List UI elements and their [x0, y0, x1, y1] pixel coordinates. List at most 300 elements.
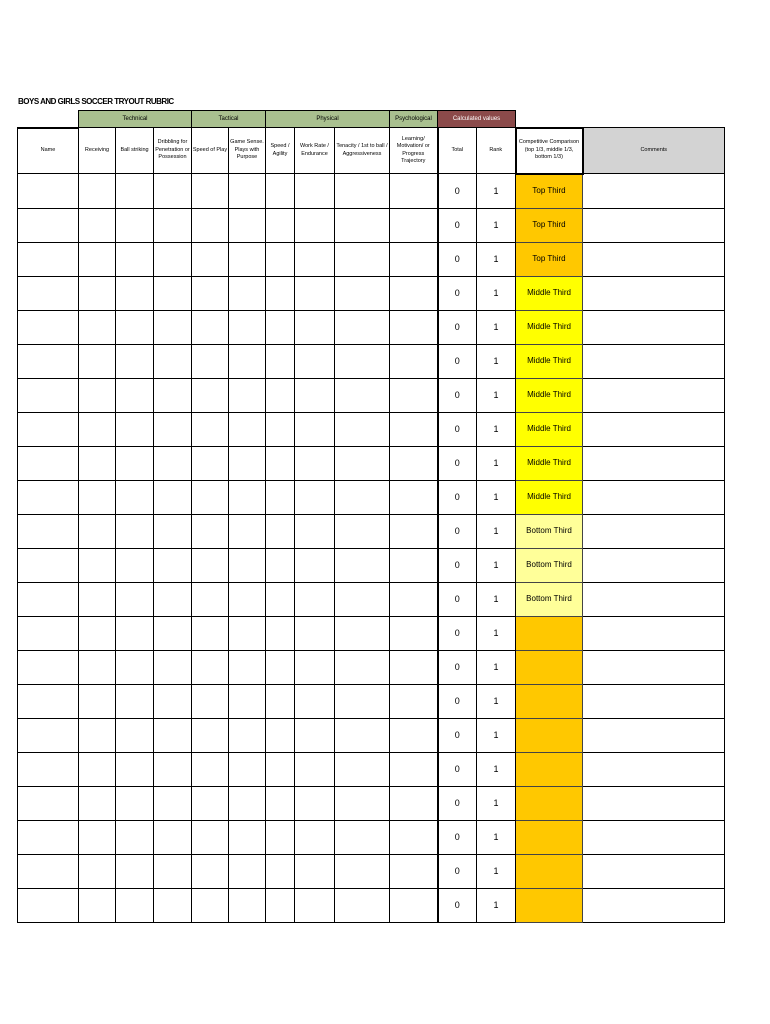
- group-header-row: [18, 111, 725, 128]
- cell-dribbling[interactable]: [154, 514, 192, 548]
- cell-receiving[interactable]: [79, 378, 116, 412]
- cell-tenacity[interactable]: [335, 854, 390, 888]
- cell-work-rate[interactable]: [295, 174, 335, 209]
- table-row: [18, 378, 725, 412]
- cell-tenacity[interactable]: [335, 480, 390, 514]
- cell-tenacity[interactable]: [335, 208, 390, 242]
- cell-speed-of-play[interactable]: [192, 820, 229, 854]
- cell-learning[interactable]: [390, 684, 438, 718]
- cell-dribbling[interactable]: [154, 820, 192, 854]
- cell-tenacity[interactable]: [335, 548, 390, 582]
- cell-name[interactable]: [18, 310, 79, 344]
- cell-tenacity[interactable]: [335, 718, 390, 752]
- cell-ball-striking[interactable]: [116, 446, 154, 480]
- cell-work-rate[interactable]: [295, 582, 335, 616]
- cell-ball-striking[interactable]: [116, 888, 154, 922]
- cell-comments[interactable]: [583, 344, 725, 378]
- cell-comments[interactable]: [583, 820, 725, 854]
- cell-speed-of-play[interactable]: [192, 854, 229, 888]
- cell-speed-of-play[interactable]: [192, 718, 229, 752]
- cell-learning[interactable]: [390, 616, 438, 650]
- cell-work-rate[interactable]: [295, 242, 335, 276]
- cell-learning[interactable]: [390, 446, 438, 480]
- cell-name[interactable]: [18, 412, 79, 446]
- cell-tenacity[interactable]: [335, 752, 390, 786]
- cell-comments[interactable]: [583, 378, 725, 412]
- cell-game-sense[interactable]: [229, 378, 266, 412]
- cell-rank: 1: [477, 718, 516, 752]
- cell-rank: 1: [477, 174, 516, 209]
- table-row: [18, 344, 725, 378]
- cell-receiving[interactable]: [79, 412, 116, 446]
- cell-speed-of-play[interactable]: [192, 684, 229, 718]
- cell-ball-striking[interactable]: [116, 616, 154, 650]
- cell-learning[interactable]: [390, 480, 438, 514]
- cell-comments[interactable]: [583, 718, 725, 752]
- cell-name[interactable]: [18, 888, 79, 922]
- table-row: [18, 480, 725, 514]
- cell-speed-of-play[interactable]: [192, 378, 229, 412]
- cell-learning[interactable]: [390, 310, 438, 344]
- cell-total: 0: [438, 242, 477, 276]
- cell-rank: 1: [477, 752, 516, 786]
- cell-ball-striking[interactable]: [116, 514, 154, 548]
- cell-total: 0: [438, 344, 477, 378]
- cell-competitive-comparison: Middle Third: [516, 344, 583, 378]
- cell-work-rate[interactable]: [295, 310, 335, 344]
- cell-work-rate[interactable]: [295, 718, 335, 752]
- cell-game-sense[interactable]: [229, 174, 266, 209]
- cell-comments[interactable]: [583, 310, 725, 344]
- cell-speed-of-play[interactable]: [192, 310, 229, 344]
- table-row: [18, 446, 725, 480]
- cell-receiving[interactable]: [79, 208, 116, 242]
- header-learning: Learning/ Motivation/ or Progress Trajectory: [390, 128, 438, 174]
- cell-name[interactable]: [18, 548, 79, 582]
- cell-tenacity[interactable]: [335, 786, 390, 820]
- cell-ball-striking[interactable]: [116, 242, 154, 276]
- cell-ball-striking[interactable]: [116, 276, 154, 310]
- cell-dribbling[interactable]: [154, 548, 192, 582]
- table-row: [18, 616, 725, 650]
- cell-ball-striking[interactable]: [116, 820, 154, 854]
- cell-receiving[interactable]: [79, 276, 116, 310]
- table-row: [18, 854, 725, 888]
- cell-game-sense[interactable]: [229, 718, 266, 752]
- cell-learning[interactable]: [390, 786, 438, 820]
- cell-comments[interactable]: [583, 888, 725, 922]
- cell-ball-striking[interactable]: [116, 412, 154, 446]
- cell-receiving[interactable]: [79, 310, 116, 344]
- cell-learning[interactable]: [390, 378, 438, 412]
- cell-dribbling[interactable]: [154, 208, 192, 242]
- cell-comments[interactable]: [583, 548, 725, 582]
- cell-work-rate[interactable]: [295, 650, 335, 684]
- cell-comments[interactable]: [583, 174, 725, 209]
- cell-competitive-comparison: Middle Third: [516, 310, 583, 344]
- cell-game-sense[interactable]: [229, 412, 266, 446]
- cell-receiving[interactable]: [79, 514, 116, 548]
- cell-learning[interactable]: [390, 752, 438, 786]
- cell-tenacity[interactable]: [335, 412, 390, 446]
- cell-name[interactable]: [18, 752, 79, 786]
- cell-speed-of-play[interactable]: [192, 480, 229, 514]
- cell-learning[interactable]: [390, 412, 438, 446]
- cell-speed-agility[interactable]: [266, 276, 295, 310]
- cell-dribbling[interactable]: [154, 344, 192, 378]
- cell-learning[interactable]: [390, 514, 438, 548]
- cell-dribbling[interactable]: [154, 786, 192, 820]
- cell-dribbling[interactable]: [154, 480, 192, 514]
- cell-speed-of-play[interactable]: [192, 208, 229, 242]
- cell-receiving[interactable]: [79, 718, 116, 752]
- cell-rank: 1: [477, 514, 516, 548]
- cell-speed-agility[interactable]: [266, 888, 295, 922]
- cell-speed-of-play[interactable]: [192, 446, 229, 480]
- cell-work-rate[interactable]: [295, 514, 335, 548]
- cell-receiving[interactable]: [79, 446, 116, 480]
- cell-total: 0: [438, 276, 477, 310]
- cell-game-sense[interactable]: [229, 344, 266, 378]
- cell-dribbling[interactable]: [154, 174, 192, 209]
- cell-learning[interactable]: [390, 582, 438, 616]
- cell-name[interactable]: [18, 378, 79, 412]
- cell-competitive-comparison: [516, 786, 583, 820]
- cell-rank: 1: [477, 684, 516, 718]
- cell-tenacity[interactable]: [335, 514, 390, 548]
- table-row: [18, 820, 725, 854]
- cell-total: 0: [438, 888, 477, 922]
- cell-game-sense[interactable]: [229, 786, 266, 820]
- cell-ball-striking[interactable]: [116, 854, 154, 888]
- cell-learning[interactable]: [390, 242, 438, 276]
- table-row: [18, 548, 725, 582]
- cell-name[interactable]: [18, 854, 79, 888]
- cell-tenacity[interactable]: [335, 446, 390, 480]
- cell-speed-of-play[interactable]: [192, 786, 229, 820]
- cell-dribbling[interactable]: [154, 446, 192, 480]
- cell-ball-striking[interactable]: [116, 480, 154, 514]
- cell-speed-agility[interactable]: [266, 378, 295, 412]
- cell-work-rate[interactable]: [295, 412, 335, 446]
- cell-comments[interactable]: [583, 514, 725, 548]
- group-tactical: Tactical: [192, 111, 266, 128]
- cell-dribbling[interactable]: [154, 616, 192, 650]
- table-row: [18, 310, 725, 344]
- cell-dribbling[interactable]: [154, 242, 192, 276]
- cell-learning[interactable]: [390, 718, 438, 752]
- cell-learning[interactable]: [390, 174, 438, 209]
- cell-competitive-comparison: [516, 650, 583, 684]
- header-ball-striking: Ball striking: [116, 128, 154, 174]
- cell-speed-agility[interactable]: [266, 174, 295, 209]
- cell-speed-agility[interactable]: [266, 650, 295, 684]
- cell-speed-agility[interactable]: [266, 718, 295, 752]
- cell-rank: 1: [477, 548, 516, 582]
- cell-speed-of-play[interactable]: [192, 548, 229, 582]
- cell-speed-agility[interactable]: [266, 310, 295, 344]
- cell-dribbling[interactable]: [154, 276, 192, 310]
- cell-speed-agility[interactable]: [266, 854, 295, 888]
- cell-speed-of-play[interactable]: [192, 616, 229, 650]
- group-spacer: [18, 111, 79, 128]
- cell-speed-of-play[interactable]: [192, 174, 229, 209]
- cell-speed-of-play[interactable]: [192, 242, 229, 276]
- cell-comments[interactable]: [583, 480, 725, 514]
- table-row: [18, 888, 725, 922]
- cell-game-sense[interactable]: [229, 684, 266, 718]
- cell-total: 0: [438, 548, 477, 582]
- cell-game-sense[interactable]: [229, 820, 266, 854]
- cell-speed-agility[interactable]: [266, 684, 295, 718]
- cell-learning[interactable]: [390, 650, 438, 684]
- cell-name[interactable]: [18, 480, 79, 514]
- cell-comments[interactable]: [583, 242, 725, 276]
- cell-total: 0: [438, 752, 477, 786]
- cell-game-sense[interactable]: [229, 650, 266, 684]
- cell-name[interactable]: [18, 276, 79, 310]
- rubric-title: BOYS AND GIRLS SOCCER TRYOUT RUBRIC: [18, 97, 174, 106]
- cell-work-rate[interactable]: [295, 888, 335, 922]
- cell-ball-striking[interactable]: [116, 174, 154, 209]
- cell-rank: 1: [477, 344, 516, 378]
- header-work-rate: Work Rate / Endurance: [295, 128, 335, 174]
- cell-speed-of-play[interactable]: [192, 412, 229, 446]
- cell-name[interactable]: [18, 514, 79, 548]
- cell-total: 0: [438, 480, 477, 514]
- cell-name[interactable]: [18, 718, 79, 752]
- cell-comments[interactable]: [583, 446, 725, 480]
- cell-comments[interactable]: [583, 752, 725, 786]
- cell-competitive-comparison: [516, 752, 583, 786]
- header-competitive-comparison: Competitive Comparison (top 1/3, middle 1/3, bottom 1/3): [516, 128, 583, 174]
- cell-learning[interactable]: [390, 208, 438, 242]
- cell-dribbling[interactable]: [154, 752, 192, 786]
- cell-speed-agility[interactable]: [266, 514, 295, 548]
- cell-work-rate[interactable]: [295, 616, 335, 650]
- cell-dribbling[interactable]: [154, 378, 192, 412]
- cell-speed-agility[interactable]: [266, 616, 295, 650]
- cell-speed-of-play[interactable]: [192, 276, 229, 310]
- cell-speed-agility[interactable]: [266, 480, 295, 514]
- cell-game-sense[interactable]: [229, 752, 266, 786]
- cell-game-sense[interactable]: [229, 616, 266, 650]
- cell-receiving[interactable]: [79, 752, 116, 786]
- cell-name[interactable]: [18, 344, 79, 378]
- cell-ball-striking[interactable]: [116, 582, 154, 616]
- cell-learning[interactable]: [390, 820, 438, 854]
- cell-game-sense[interactable]: [229, 514, 266, 548]
- header-dribbling: Dribbling for Penetration or Possession: [154, 128, 192, 174]
- cell-speed-agility[interactable]: [266, 242, 295, 276]
- header-name: Name: [18, 128, 79, 174]
- cell-comments[interactable]: [583, 412, 725, 446]
- cell-receiving[interactable]: [79, 548, 116, 582]
- cell-speed-agility[interactable]: [266, 412, 295, 446]
- cell-comments[interactable]: [583, 616, 725, 650]
- cell-receiving[interactable]: [79, 786, 116, 820]
- cell-name[interactable]: [18, 208, 79, 242]
- table-row: [18, 752, 725, 786]
- cell-tenacity[interactable]: [335, 276, 390, 310]
- cell-ball-striking[interactable]: [116, 310, 154, 344]
- cell-total: 0: [438, 514, 477, 548]
- cell-total: 0: [438, 174, 477, 209]
- cell-dribbling[interactable]: [154, 718, 192, 752]
- cell-work-rate[interactable]: [295, 786, 335, 820]
- cell-comments[interactable]: [583, 582, 725, 616]
- table-row: [18, 786, 725, 820]
- cell-tenacity[interactable]: [335, 650, 390, 684]
- cell-work-rate[interactable]: [295, 480, 335, 514]
- cell-tenacity[interactable]: [335, 582, 390, 616]
- cell-speed-agility[interactable]: [266, 548, 295, 582]
- cell-total: 0: [438, 684, 477, 718]
- cell-receiving[interactable]: [79, 242, 116, 276]
- cell-speed-agility[interactable]: [266, 446, 295, 480]
- cell-ball-striking[interactable]: [116, 208, 154, 242]
- cell-work-rate[interactable]: [295, 276, 335, 310]
- cell-competitive-comparison: Bottom Third: [516, 548, 583, 582]
- cell-name[interactable]: [18, 684, 79, 718]
- cell-game-sense[interactable]: [229, 276, 266, 310]
- cell-speed-of-play[interactable]: [192, 650, 229, 684]
- cell-speed-agility[interactable]: [266, 820, 295, 854]
- cell-speed-of-play[interactable]: [192, 752, 229, 786]
- cell-competitive-comparison: Bottom Third: [516, 514, 583, 548]
- cell-dribbling[interactable]: [154, 310, 192, 344]
- cell-comments[interactable]: [583, 854, 725, 888]
- cell-dribbling[interactable]: [154, 582, 192, 616]
- cell-total: 0: [438, 310, 477, 344]
- group-psychological: Psychological: [390, 111, 438, 128]
- cell-speed-of-play[interactable]: [192, 344, 229, 378]
- cell-comments[interactable]: [583, 650, 725, 684]
- cell-dribbling[interactable]: [154, 412, 192, 446]
- cell-learning[interactable]: [390, 548, 438, 582]
- cell-tenacity[interactable]: [335, 684, 390, 718]
- cell-comments[interactable]: [583, 684, 725, 718]
- cell-receiving[interactable]: [79, 480, 116, 514]
- cell-learning[interactable]: [390, 344, 438, 378]
- cell-work-rate[interactable]: [295, 854, 335, 888]
- cell-name[interactable]: [18, 786, 79, 820]
- cell-ball-striking[interactable]: [116, 684, 154, 718]
- cell-competitive-comparison: [516, 854, 583, 888]
- cell-game-sense[interactable]: [229, 854, 266, 888]
- cell-work-rate[interactable]: [295, 446, 335, 480]
- cell-dribbling[interactable]: [154, 650, 192, 684]
- cell-receiving[interactable]: [79, 854, 116, 888]
- cell-total: 0: [438, 650, 477, 684]
- cell-dribbling[interactable]: [154, 854, 192, 888]
- cell-game-sense[interactable]: [229, 582, 266, 616]
- cell-receiving[interactable]: [79, 650, 116, 684]
- cell-tenacity[interactable]: [335, 242, 390, 276]
- cell-tenacity[interactable]: [335, 820, 390, 854]
- cell-receiving[interactable]: [79, 344, 116, 378]
- cell-comments[interactable]: [583, 276, 725, 310]
- cell-work-rate[interactable]: [295, 684, 335, 718]
- cell-speed-of-play[interactable]: [192, 514, 229, 548]
- cell-ball-striking[interactable]: [116, 650, 154, 684]
- cell-game-sense[interactable]: [229, 548, 266, 582]
- cell-receiving[interactable]: [79, 616, 116, 650]
- cell-speed-agility[interactable]: [266, 752, 295, 786]
- header-rank: Rank: [477, 128, 516, 174]
- cell-tenacity[interactable]: [335, 344, 390, 378]
- cell-name[interactable]: [18, 616, 79, 650]
- cell-work-rate[interactable]: [295, 208, 335, 242]
- cell-tenacity[interactable]: [335, 378, 390, 412]
- cell-rank: 1: [477, 276, 516, 310]
- cell-tenacity[interactable]: [335, 888, 390, 922]
- cell-total: 0: [438, 854, 477, 888]
- cell-name[interactable]: [18, 242, 79, 276]
- cell-game-sense[interactable]: [229, 888, 266, 922]
- cell-name[interactable]: [18, 582, 79, 616]
- cell-work-rate[interactable]: [295, 752, 335, 786]
- cell-receiving[interactable]: [79, 820, 116, 854]
- cell-receiving[interactable]: [79, 888, 116, 922]
- cell-ball-striking[interactable]: [116, 752, 154, 786]
- cell-ball-striking[interactable]: [116, 786, 154, 820]
- cell-ball-striking[interactable]: [116, 548, 154, 582]
- cell-competitive-comparison: [516, 820, 583, 854]
- cell-receiving[interactable]: [79, 174, 116, 209]
- cell-game-sense[interactable]: [229, 242, 266, 276]
- cell-dribbling[interactable]: [154, 684, 192, 718]
- cell-ball-striking[interactable]: [116, 378, 154, 412]
- cell-ball-striking[interactable]: [116, 344, 154, 378]
- cell-receiving[interactable]: [79, 684, 116, 718]
- cell-name[interactable]: [18, 446, 79, 480]
- cell-tenacity[interactable]: [335, 616, 390, 650]
- cell-name[interactable]: [18, 174, 79, 209]
- cell-learning[interactable]: [390, 276, 438, 310]
- cell-tenacity[interactable]: [335, 310, 390, 344]
- cell-speed-of-play[interactable]: [192, 888, 229, 922]
- cell-work-rate[interactable]: [295, 548, 335, 582]
- table-row: [18, 412, 725, 446]
- cell-learning[interactable]: [390, 854, 438, 888]
- cell-comments[interactable]: [583, 786, 725, 820]
- cell-ball-striking[interactable]: [116, 718, 154, 752]
- cell-speed-agility[interactable]: [266, 208, 295, 242]
- cell-receiving[interactable]: [79, 582, 116, 616]
- cell-name[interactable]: [18, 650, 79, 684]
- cell-work-rate[interactable]: [295, 378, 335, 412]
- cell-learning[interactable]: [390, 888, 438, 922]
- table-row: [18, 684, 725, 718]
- rubric-body: [18, 174, 725, 923]
- cell-comments[interactable]: [583, 208, 725, 242]
- cell-work-rate[interactable]: [295, 344, 335, 378]
- cell-speed-of-play[interactable]: [192, 582, 229, 616]
- cell-tenacity[interactable]: [335, 174, 390, 209]
- cell-work-rate[interactable]: [295, 820, 335, 854]
- cell-game-sense[interactable]: [229, 208, 266, 242]
- cell-speed-agility[interactable]: [266, 582, 295, 616]
- cell-game-sense[interactable]: [229, 480, 266, 514]
- cell-dribbling[interactable]: [154, 888, 192, 922]
- cell-rank: 1: [477, 242, 516, 276]
- cell-speed-agility[interactable]: [266, 786, 295, 820]
- cell-game-sense[interactable]: [229, 446, 266, 480]
- cell-game-sense[interactable]: [229, 310, 266, 344]
- cell-name[interactable]: [18, 820, 79, 854]
- cell-speed-agility[interactable]: [266, 344, 295, 378]
